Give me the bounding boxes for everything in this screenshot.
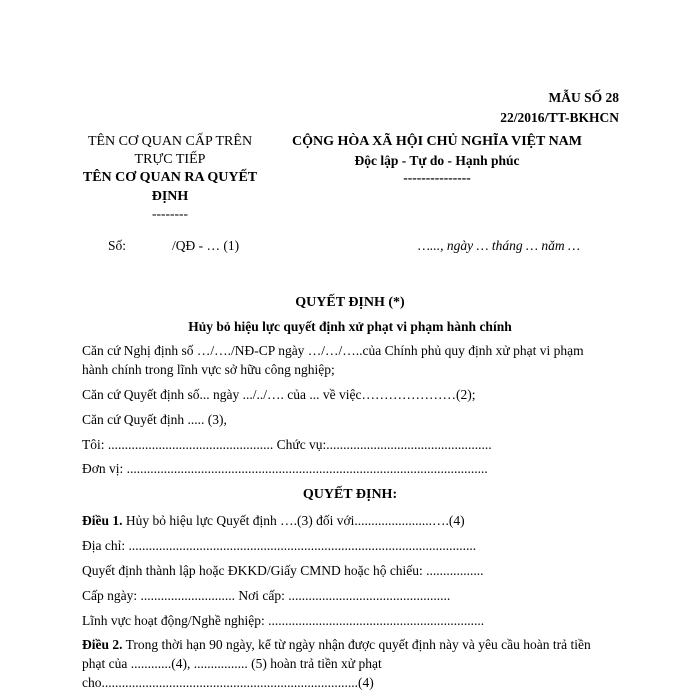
article-2-text: Trong thời hạn 90 ngày, kể từ ngày nhận được quyết định này và yêu cầu hoàn trả tiền <box>122 637 591 652</box>
article-1 <box>82 513 465 529</box>
legal-basis-decree-cont: hành chính trong lĩnh vực sở hữu công nghiệp; <box>82 362 335 377</box>
agency-issuer-line2: ĐỊNH <box>151 189 189 204</box>
signer-line: Tôi: ................................................. Chức vụ:................................................. <box>82 437 492 452</box>
article-2-cont: phạt của ............(4), ................ (5) hoàn trả tiền xử phạt <box>82 656 382 671</box>
decision-number: /QĐ - … (1) <box>172 238 240 253</box>
legal-basis-decision: Căn cứ Quyết định số... ngày .../../…. của ... về việc…………………(2); <box>82 387 476 402</box>
circular-number: 22/2016/TT-BKHCN <box>500 110 619 125</box>
unit-line: Đơn vị: ........................................................................................................... <box>82 461 488 476</box>
article-2-cont-2: cho............................................................................(4) <box>82 675 374 690</box>
occupation-line: Lĩnh vực hoạt động/Nghề nghiệp: ................................................................ <box>82 613 485 628</box>
article-2 <box>82 637 591 653</box>
number-label: Số: <box>108 238 127 253</box>
legal-basis-decision-2: Căn cứ Quyết định ..... (3), <box>82 412 227 427</box>
motto-divider: --------------- <box>403 170 471 185</box>
place-date: …..., ngày … tháng … năm … <box>418 238 581 253</box>
document-subtitle: Hủy bỏ hiệu lực quyết định xử phạt vi phạm hành chính <box>188 319 512 334</box>
agency-superior-line2: TRỰC TIẾP <box>134 152 206 167</box>
decision-heading: QUYẾT ĐỊNH: <box>302 487 398 502</box>
issue-line: Cấp ngày: ............................ Nơi cấp: ................................................ <box>82 588 451 603</box>
article-1-label: Điều 1. <box>82 513 123 528</box>
country-name: CỘNG HÒA XÃ HỘI CHỦ NGHĨA VIỆT NAM <box>291 134 582 149</box>
agency-divider: -------- <box>152 206 188 221</box>
form-code: MẪU SỐ 28 <box>548 90 619 105</box>
article-1-text: Hủy bỏ hiệu lực Quyết định ….(3) đối với.......................….(4) <box>122 513 465 528</box>
license-line: Quyết định thành lập hoặc ĐKKD/Giấy CMND hoặc hộ chiếu: ................. <box>82 563 484 578</box>
address-line: Địa chỉ: ....................................................................................................... <box>82 538 477 553</box>
national-motto: Độc lập - Tự do - Hạnh phúc <box>354 153 520 168</box>
article-2-label: Điều 2. <box>82 637 123 652</box>
agency-superior-line1: TÊN CƠ QUAN CẤP TRÊN <box>87 134 253 149</box>
legal-basis-decree: Căn cứ Nghị định số …/…./NĐ-CP ngày …/…/…..của Chính phủ quy định xử phạt vi phạm <box>82 343 584 358</box>
document-title: QUYẾT ĐỊNH (*) <box>295 295 405 310</box>
agency-issuer-line1: TÊN CƠ QUAN RA QUYẾT <box>82 170 258 185</box>
